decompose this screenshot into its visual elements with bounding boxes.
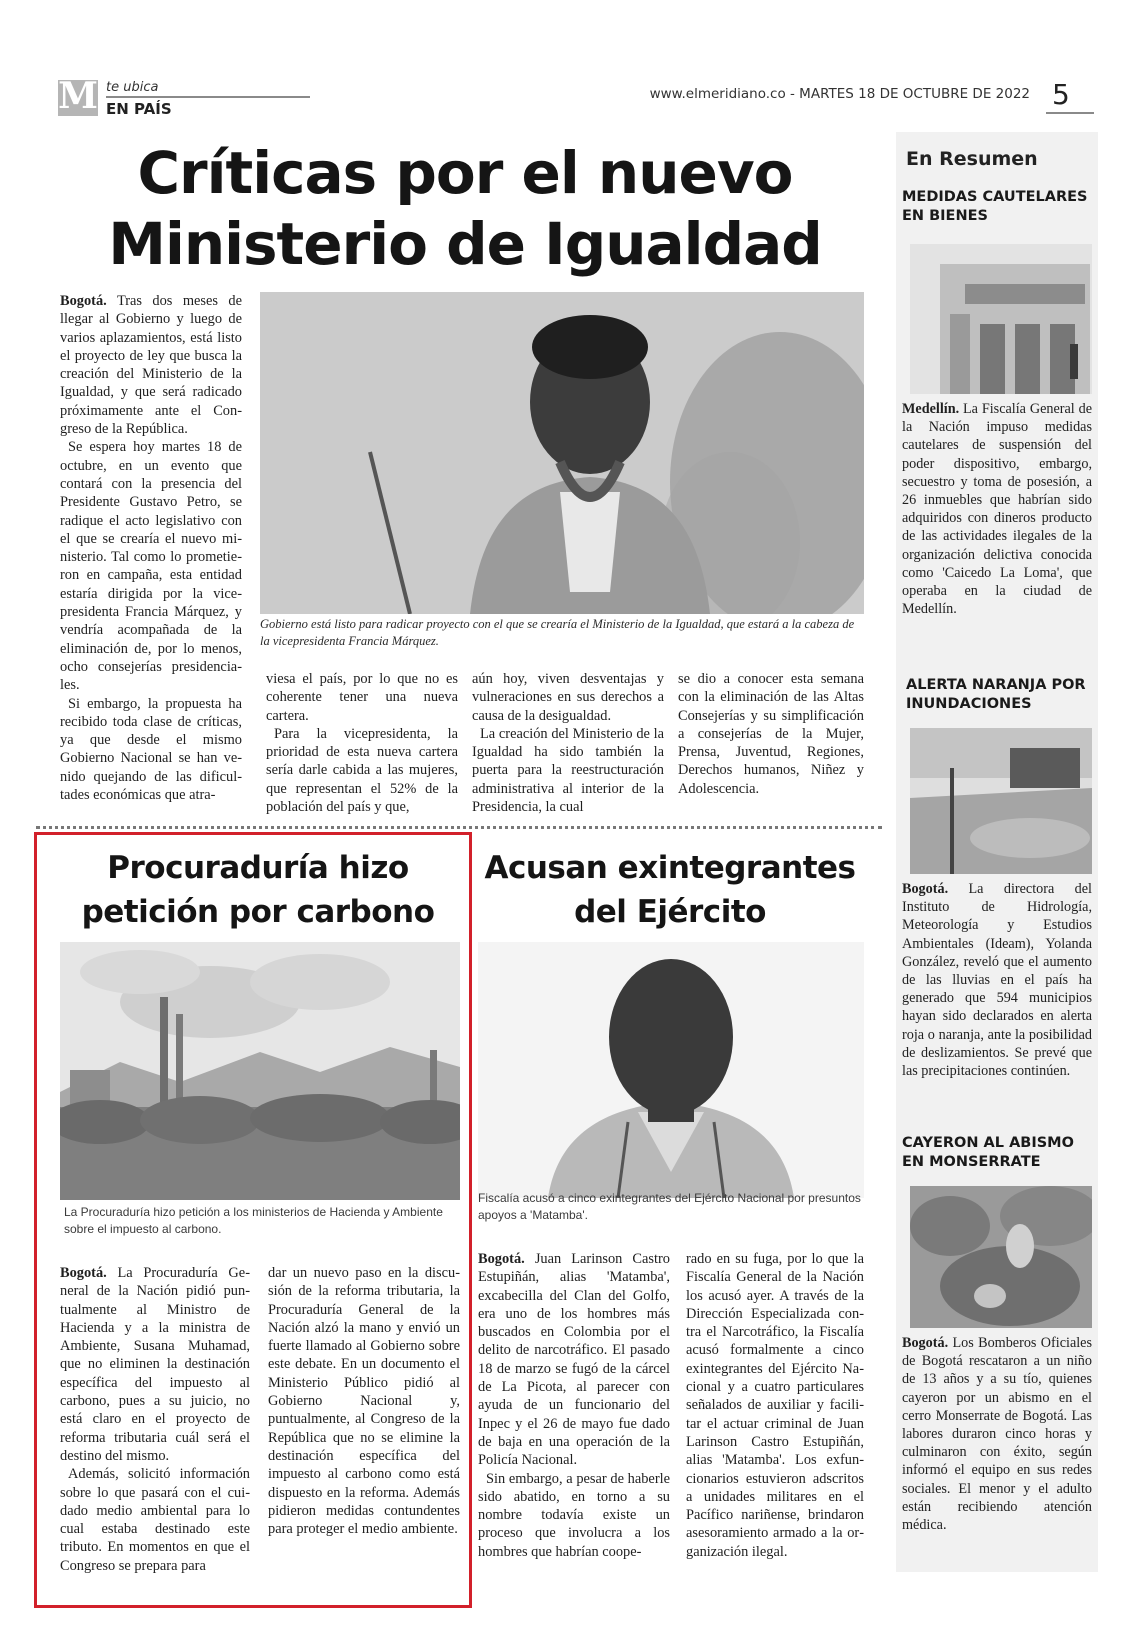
- rescue-image: [910, 1186, 1092, 1328]
- vice-president-photo: [260, 292, 864, 614]
- army-story-paragraph: Bogotá. Juan Larinson Castro Estupiñán, alias 'Matamba', excabecilla del Clan del Golfo, era uno de los hombres más buscados en Colombia por el delito de narcotráfico. El pasado 18 de marzo se fugó de la cárcel de La Picota, al parecer con ayuda de un funcionario del Inpec y el 26 de mayo fue dado de baja en una operación de la Policía Nacional.: [478, 1251, 670, 1469]
- flooded-street-image: [910, 728, 1092, 874]
- section-name: EN PAÍS: [106, 100, 172, 118]
- main-photo-caption: Gobierno está listo para radicar proyecto con el que se crearía el Ministerio de la Igualdad, que estará a la cabeza de la vicepresidenta Francia Márquez.: [260, 617, 855, 648]
- main-headline: Críticas por el nuevo Ministerio de Igualdad: [108, 139, 822, 278]
- sidebar-item-headline: ALERTA NARANJA POR INUNDACIONES: [906, 677, 1086, 712]
- main-story-paragraph: se dio a conocer esta semana con la eliminación de las Altas Consejerías y su simplificación a consejerías de la Mujer, Prensa, Juventud, Regiones, Derechos humanos, Niñez y Adolescencia.: [678, 671, 864, 797]
- army-story-column-1: [478, 1250, 670, 1561]
- sidebar-item-text: Bogotá. La directora del Instituto de Hidrología, Meteorología y Estudios Ambientales (Ideam), Yolanda González, reveló que el aumento de las lluvias en el país ha generado que 594 municipios hayan sido declarados en alerta roja o naranja, ante la posibilidad de deslizamientos. Se prevé que las precipitaciones continúen.: [902, 881, 1092, 1080]
- main-story-column-1: [60, 292, 242, 804]
- carbon-story-paragraph: Además, solicitó información sobre lo que pasará con el cuidado medio ambiental para lo cual estaba destinado este tributo. En momentos en que el Congreso se prepara para: [60, 1466, 250, 1574]
- sidebar-title: En Resumen: [906, 148, 1038, 170]
- section-divider-dotted: [36, 826, 882, 829]
- main-story-column-2: [266, 670, 458, 816]
- dateline-city: Medellín.: [902, 401, 960, 417]
- army-story-paragraph: Sin embargo, a pesar de haberle sido abatido, en torno a su nombre todavía existe un proceso que involucra a los hombres que habrían coope-: [478, 1470, 670, 1560]
- carbon-story-column-1: [60, 1264, 250, 1575]
- sidebar-item-headline: MEDIDAS CAUTELARES EN BIENES: [902, 189, 1088, 224]
- dateline-city: Bogotá.: [902, 1335, 949, 1351]
- sidebar-item-headline: CAYERON AL ABISMO EN MONSERRATE: [902, 1135, 1074, 1170]
- section-divider: [106, 96, 310, 98]
- army-story-headline: Acusan exintegrantes del Ejército: [484, 850, 856, 930]
- sidebar-item-text: Medellín. La Fiscalía General de la Nación impuso medidas cautelares de suspensión del poder dispositivo, embargo, secuestro y toma de posesión, a 26 inmuebles que habrían sido adquiridos con dineros producto de las actividades ilegales de la organización delictiva conocida como 'Caicedo La Loma', que operaba en la ciudad de Medellín.: [902, 401, 1092, 618]
- dateline-city: Bogotá.: [60, 293, 107, 309]
- accused-man-image: [478, 942, 864, 1198]
- army-photo-caption: Fiscalía acusó a cinco exintegrantes del Ejército Nacional por presuntos apoyos a 'Matamba'.: [478, 1191, 861, 1222]
- main-story-column-4: [678, 670, 864, 798]
- carbon-industry-image: [60, 942, 460, 1200]
- dateline: www.elmeridiano.co - MARTES 18 DE OCTUBRE DE 2022: [649, 86, 1030, 102]
- army-story-column-2: [686, 1250, 864, 1561]
- carbon-industry-photo: [60, 942, 460, 1200]
- carbon-story-column-2: [268, 1264, 460, 1538]
- carbon-story-paragraph: Bogotá. La Procuraduría General de la Nación pidió puntualmente al Ministro de Hacienda y a la ministra de Ambiente, Susana Muhamad, que no eliminen la destinación específica del impuesto al carbono, pues a su juicio, no está claro en el proyecto de reforma tributaria cuál será el destino del mismo.: [60, 1265, 250, 1464]
- prosecutor-building-image: [910, 244, 1092, 394]
- dateline-city: Bogotá.: [478, 1251, 525, 1267]
- rescue-photo: [910, 1186, 1092, 1328]
- dateline-city: Bogotá.: [60, 1265, 107, 1281]
- main-story-paragraph: Para la vicepresidenta, la prioridad de esta nueva cartera sería darle cabida a las mujeres, que representan el 52% de la población del país y que,: [266, 725, 458, 816]
- main-story-paragraph: Bogotá. Tras dos meses de llegar al Gobierno y luego de varios aplazamientos, está listo el proyecto de ley que busca la creación del Ministerio de la Igualdad, y que será radicado próximamente ante el Congreso de la República.: [60, 293, 242, 438]
- main-story-paragraph: Si embargo, la propuesta ha recibido toda clase de críticas, ya que desde el mismo Gobierno Nacional se han venido quejando de las dificultades económicas que atra-: [60, 695, 242, 804]
- main-story-paragraph: La creación del Ministerio de la Igualdad ha sido también la puerta para la reestructuración administrativa al interior de la Presidencia, la cual: [472, 725, 664, 816]
- flooded-street-photo: [910, 728, 1092, 874]
- vice-president-image: [260, 292, 864, 614]
- sidebar-item-text: Bogotá. Los Bomberos Oficiales de Bogotá rescataron a un niño de 13 años y a su tío, quienes cayeron por un abismo en el cerro Monserrate de Bogotá. Las labores duraron cinco horas y culminaron con éxito, según informó el equipo en sus redes sociales. El menor y el adulto están recibiendo atención médica.: [902, 1335, 1092, 1534]
- army-story-paragraph: rado en su fuga, por lo que la Fiscalía General de la Nación los acusó ayer. A través de la Dirección Especializada contra el Narcotráfico, la Fiscalía acusó formalmente a cinco exintegrantes del Ejército Nacional y a cuatro particulares señalados de auxiliar y facilitar el actuar criminal de Juan Larinson Castro Estupiñán, alias 'Matamba'. Los exfuncionarios estuvieron adscritos a unidades militares en el Pacífico nariñense, brindaron asesoramiento armado a la organización ilegal.: [686, 1251, 864, 1560]
- section-kicker: te ubica: [106, 80, 159, 95]
- main-story-column-3: [472, 670, 664, 816]
- carbon-story-headline: Procuraduría hizo petición por carbono: [81, 850, 435, 930]
- dateline-city: Bogotá.: [902, 881, 949, 897]
- carbon-story-paragraph: dar un nuevo paso en la discusión de la reforma tributaria, la Procuraduría General de la Nación alzó la mano y envió un fuerte llamado al Gobierno sobre este debate. En un documento el Ministerio Público pidió al Gobierno Nacional y, puntualmente, al Congreso de la República que no se elimine la destinación específica del impuesto al carbono como está dispuesto en la reforma. Además pidieron medidas contundentes para proteger el medio ambiente.: [268, 1265, 460, 1538]
- carbon-photo-caption: La Procuraduría hizo petición a los ministerios de Hacienda y Ambiente sobre el impuesto al carbono.: [64, 1205, 443, 1236]
- prosecutor-building-photo: [910, 244, 1092, 394]
- newspaper-logo: M: [58, 75, 98, 117]
- page-number: 5: [1052, 78, 1070, 111]
- main-story-paragraph: aún hoy, viven desventajas y vulneraciones en sus derechos a causa de la desigualdad.: [472, 671, 664, 724]
- main-story-paragraph: Se espera hoy martes 18 de octubre, en un evento que contará con la presencia del Presidente Gustavo Petro, se radique el acto legislativo con el que se crearía el nuevo ministerio. Tal como lo prometieron en campaña, esta entidad estaría dirigida por la vicepresidenta Francia Márquez, y vendría acompañada de la eliminación de, por lo menos, ocho consejerías presidenciales.: [60, 439, 242, 694]
- main-story-paragraph: viesa el país, por lo que no es coherente tener una nueva cartera.: [266, 671, 458, 724]
- accused-man-photo: [478, 942, 864, 1198]
- page-number-underline: [1046, 112, 1094, 114]
